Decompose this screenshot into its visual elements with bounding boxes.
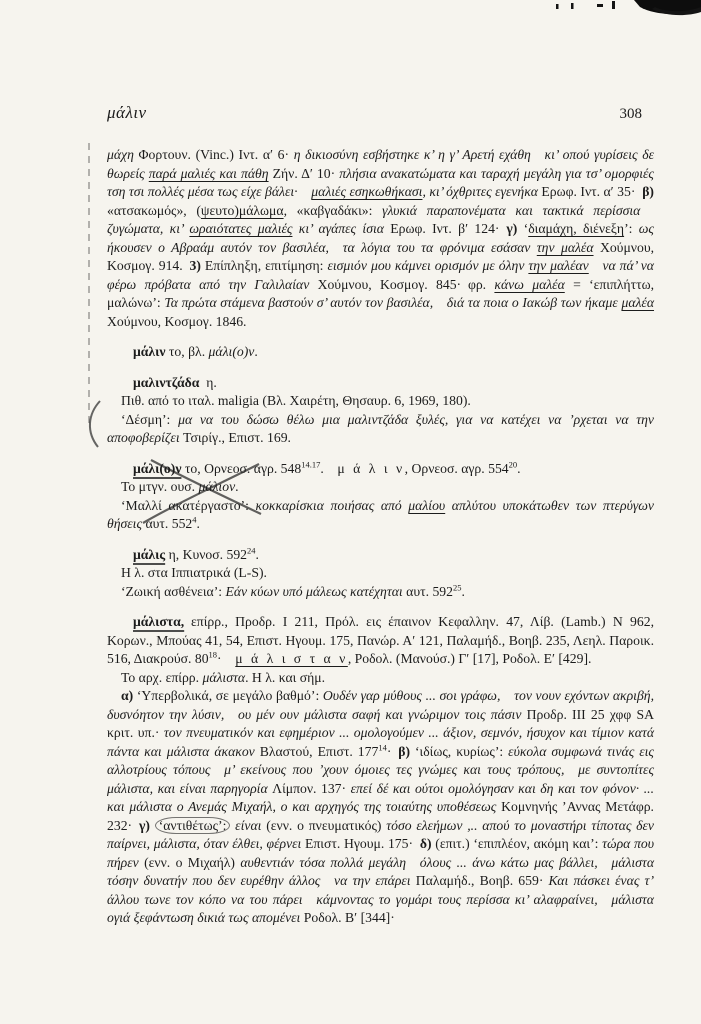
page-header [107, 103, 642, 123]
pen-parenthesis-mark [90, 401, 100, 447]
etymology-line: Το μτγν. ουσ. μάλιον. [121, 479, 239, 494]
headword-line: μάλις η, Κυνοσ. $592^{24}$. [133, 544, 259, 562]
continuation-paragraph: μάχη Φορτουν. (Vinc.) Ιντ. α′ 6· η δικιοσύνη εσβήστηκε κ’ η γ’ Αρετή εχάθη κι’ οπού γυρίσεις δε θωρείς παρά μαλιές και πάθη Ζήν. Δ′ 10· πλήσια ανακατώματα και ταραχή μεγάλη για τσ’ ομορφιές τση τσι πολλές μέσα τως είχε βάλει· μαλιές εσηκωθήκασι, κι’ όχθριτες εγενήκα Ερωφ. Ιντ. α′ 35· β) «ατσακωμός», (ψευτο)μάλωμα, «καβγαδάκι»: γλυκιά παραπονέματα και τακτικά περίσσια ζυγώματα, κι’ ωραιότατες μαλιές κι’ αγάπες ίσια Ερωφ. Ιντ. β′ 124· γ) ‘διαμάχη, διένεξη’: ως ήκουσεν ο Αβραάμ αυτόν τον βασιλέα, τα λόγια του τα φρόνιμα εσάσαν την μαλέα Χούμνου, Κοσμογ. 914. 3) Επίπληξη, επιτίμηση: εισμιόν μου κάμνει ορισμόν με όλην την μαλέαν να πά’ να φέρω πρόβατα από την Γαλιλαίαν Χούμνου, Κοσμογ. 845· φρ. κάνω μαλέα = ‘επιπλήττω, μαλώνω’: Τα πρώτα στάμενα βαστούν σ’ αυτόν τον βασιλέα, διά τα ποια ο Ιακώβ των ήκαμε μαλέα Χούμνου, Κοσμογ. 1846. [107, 147, 655, 329]
definition-quote: ‘Μαλλί ακατέργαστο’: κοκκαρίσκια ποιήσας από μαλίου απλύτου υποκάτωθεν των πτερύγων θήσεις αυτ. $552^4$. [107, 497, 655, 531]
definition-quote: ‘Δέσμη’: μα να του δώσω θέλω μια μαλιντζάδα ξυλές, για να κατέχει να ’ρχεται να την αποφοβερίζει Τσιρίγ., Επιστ. 169. [107, 411, 655, 445]
note-line: Η λ. στα Ιππιατρικά (L-S). [121, 565, 267, 580]
pen-tick-marks [556, 1, 615, 9]
headword-line: μάλιστα, επίρρ., Προδρ. Ι 211, Πρόλ. εις έπαινον Κεφαλλην. 47, Λίβ. (Lamb.) N 962, Κορων., Μπούας 41, 54, Επιστ. Ηγουμ. 175, Πανώρ. Α′ 121, Παλαμήδ., Βοηβ. 235, Λεηλ. Παροικ. 516, Διακρούσ. $80^{18}\cdot$ μ ά λ ι σ τ α ν, Ροδολ. (Μανούσ.) Γ′ [17], Ροδολ. Ε′ [429]. [107, 614, 654, 666]
ink-smudge [634, 0, 701, 15]
crossref-line: μάλιν το, βλ. μάλι(ο)ν. [133, 344, 258, 359]
headword-line: μάλι(ο)ν το, Ορνεοσ. αγρ. $548^{14.17}$. μ ά λ ι ν, Ορνεοσ. αγρ. $554^{20}$. [133, 458, 521, 476]
entry-malintzada [107, 374, 654, 448]
headword-line: μαλιντζάδα η. [133, 374, 217, 390]
entry-malin-crossref [107, 343, 654, 362]
entry-malia-continuation [107, 146, 654, 331]
page-number: 308 [619, 106, 642, 122]
entry-malista [107, 613, 654, 928]
text-column [107, 146, 654, 928]
entry-malion [107, 460, 654, 534]
etymology-line: Πιθ. από το ιταλ. maligia (Βλ. Χαιρέτη, Θησαυρ. 6, 1969, 180). [121, 393, 471, 408]
definition-quote: ‘Ζωική ασθένεια’: Εάν κύων υπό μάλεως κατέχηται αυτ. $592^{25}$. [121, 581, 465, 599]
entry-malis [107, 546, 654, 602]
senses-paragraph: α) ‘Υπερβολικά, σε μεγάλο βαθμό’: Ουδέν γαρ μύθους ... σοι γράφω, τον νουν εχόντων ακριβή, δυσνόητον την λύσιν, ου μέν ουν μάλιστα σαφή και γνώριμον τοις πάσιν Προδρ. ΙΙΙ 25 χφφ SA κριτ. υπ.· τον πνευματικόν και εφημέριον ... ομολογούμεν ... άξιον, σεμνόν, ήσυχον και τίμιον κατά πάντα και μάλιστα άκακον Βλαστού, Επιστ. $177^{14}\cdot$ β) ‘ιδίως, κυρίως’: εύκολα συμφωνά τινάς εις αλλοτρίους τόπους μ’ εκείνους που ’χουν όμοιες τες γνώμες και τους τρόπους, με συντοπίτες μάλιστα, και είναι παρηγορία Λίμπον. 137· επεί δέ και ούτοι ομολόγησαν και δη και τον φόνον· ... και μάλιστα ο Ανεμάς Μιχαήλ, ο και αρχηγός της τοιαύτης υποθέσεως Κομνηνής ’Αννας Μετάφρ. 232· γ) ‘αντιθέτως’: είναι (ενν. ο πνευματικός) τόσο ελεήμων ,.. απού το μοναστήρι τίποτας δεν παίρνει, μάλιστα, όταν έλθει, φέρνει Επιστ. Ηγουμ. 175· δ) (επιτ.) ‘επιπλέον, ακόμη και’: τώρα που πήρεν (ενν. ο Μιχαήλ) αυθεντιάν τόσα πολλά μεγάλη όλους ... άνω κάτω μας βάλλει, μάλιστα τόσην δυνατήν που δεν ευρέθην άλλος να την επάρει Παλαμήδ., Βοηβ. 659· Και πάσκει ένας τ’ άλλου τωνε τον κόπο να του πάρει κάμνοντας το γομάρι τους περίσσα κι’ αλαφραίνει, μάλιστα ογιά ξεφάντωση δικιά τως απομένει Ροδολ. Β′ [344]· [107, 688, 655, 925]
note-line: Το αρχ. επίρρ. μάλιστα. Η λ. και σήμ. [121, 669, 326, 685]
running-head: μάλιν [107, 103, 147, 122]
